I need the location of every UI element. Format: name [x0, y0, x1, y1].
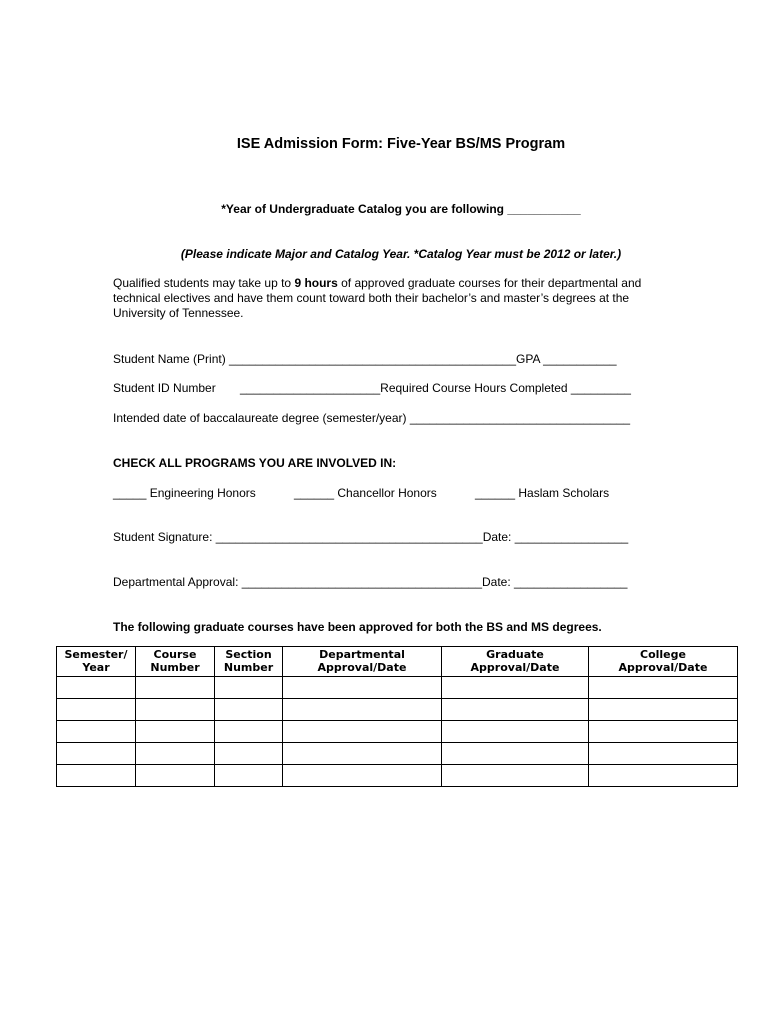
table-cell: [57, 743, 136, 765]
table-header-row: [57, 647, 738, 677]
table-cell: [57, 677, 136, 699]
programs-heading: CHECK ALL PROGRAMS YOU ARE INVOLVED IN:: [113, 456, 397, 470]
table-cell: [589, 765, 738, 787]
intro-text-bold: 9 hours: [294, 276, 338, 290]
form-title: ISE Admission Form: Five-Year BS/MS Program: [236, 136, 566, 152]
header-semester-year: [57, 647, 136, 677]
table-cell: [283, 743, 442, 765]
table-cell: [442, 743, 589, 765]
catalog-note: (Please indicate Major and Catalog Year. *Catalog Year must be 2012 or later.): [180, 247, 622, 261]
header-line: Course: [153, 648, 197, 661]
student-id-hours-line: _____________________Required Course Hours Completed _________: [240, 381, 631, 395]
student-signature-line: Student Signature: ________________________________________Date: _________________: [113, 530, 629, 544]
header-course-number: [136, 647, 215, 677]
table-cell: [589, 677, 738, 699]
table-cell: [215, 721, 283, 743]
table-cell: [136, 699, 215, 721]
approved-courses-table: [56, 646, 738, 787]
header-college-approval: [589, 647, 738, 677]
table-cell: [215, 677, 283, 699]
table-row: [57, 765, 738, 787]
table-cell: [442, 699, 589, 721]
table-cell: [283, 765, 442, 787]
header-line: Number: [223, 661, 274, 674]
haslam-scholars-option: ______ Haslam Scholars: [475, 486, 610, 500]
table-cell: [215, 743, 283, 765]
header-line: Number: [150, 661, 200, 674]
header-graduate-approval: [442, 647, 589, 677]
table-cell: [283, 721, 442, 743]
table-cell: [215, 699, 283, 721]
table-row: [57, 743, 738, 765]
table-cell: [283, 677, 442, 699]
table-cell: [442, 677, 589, 699]
intro-text-before: Qualified students may take up to: [113, 276, 295, 290]
table-cell: [442, 765, 589, 787]
engineering-honors-option: _____ Engineering Honors: [113, 486, 256, 500]
table-row: [57, 677, 738, 699]
intro-text-after: of approved graduate courses for their departmental and technical electives and have them count toward both their bachelor’s and master’s degrees at the University of Tennessee.: [113, 276, 642, 320]
header-section-number: [215, 647, 283, 677]
intro-paragraph: [113, 276, 683, 321]
table-cell: [136, 721, 215, 743]
student-id-label: Student ID Number: [113, 381, 216, 395]
header-line: Semester/: [64, 648, 128, 661]
table-cell: [136, 743, 215, 765]
catalog-year-line: *Year of Undergraduate Catalog you are following ___________: [221, 202, 581, 216]
header-line: Year: [82, 661, 110, 674]
intended-date-line: Intended date of baccalaureate degree (semester/year) _________________________________: [113, 411, 631, 425]
header-line: Approval/Date: [618, 661, 708, 674]
table-cell: [136, 765, 215, 787]
header-line: Approval/Date: [317, 661, 407, 674]
table-cell: [136, 677, 215, 699]
table-row: [57, 699, 738, 721]
table-cell: [283, 699, 442, 721]
table-cell: [57, 721, 136, 743]
header-line: Graduate: [486, 648, 544, 661]
table-cell: [57, 765, 136, 787]
table-body: [57, 677, 738, 787]
table-cell: [589, 743, 738, 765]
header-line: Section: [225, 648, 272, 661]
table-cell: [589, 721, 738, 743]
table-cell: [442, 721, 589, 743]
chancellor-honors-option: ______ Chancellor Honors: [294, 486, 437, 500]
table-cell: [215, 765, 283, 787]
table-row: [57, 721, 738, 743]
courses-heading: The following graduate courses have been approved for both the BS and MS degrees.: [113, 620, 602, 634]
table-cell: [589, 699, 738, 721]
header-departmental-approval: [283, 647, 442, 677]
table-cell: [57, 699, 136, 721]
student-name-gpa-line: Student Name (Print) ___________________________________________GPA ___________: [113, 352, 617, 366]
header-line: College: [640, 648, 686, 661]
header-line: Departmental: [319, 648, 405, 661]
departmental-approval-line: Departmental Approval: ____________________________________Date: _________________: [113, 575, 628, 589]
header-line: Approval/Date: [470, 661, 560, 674]
